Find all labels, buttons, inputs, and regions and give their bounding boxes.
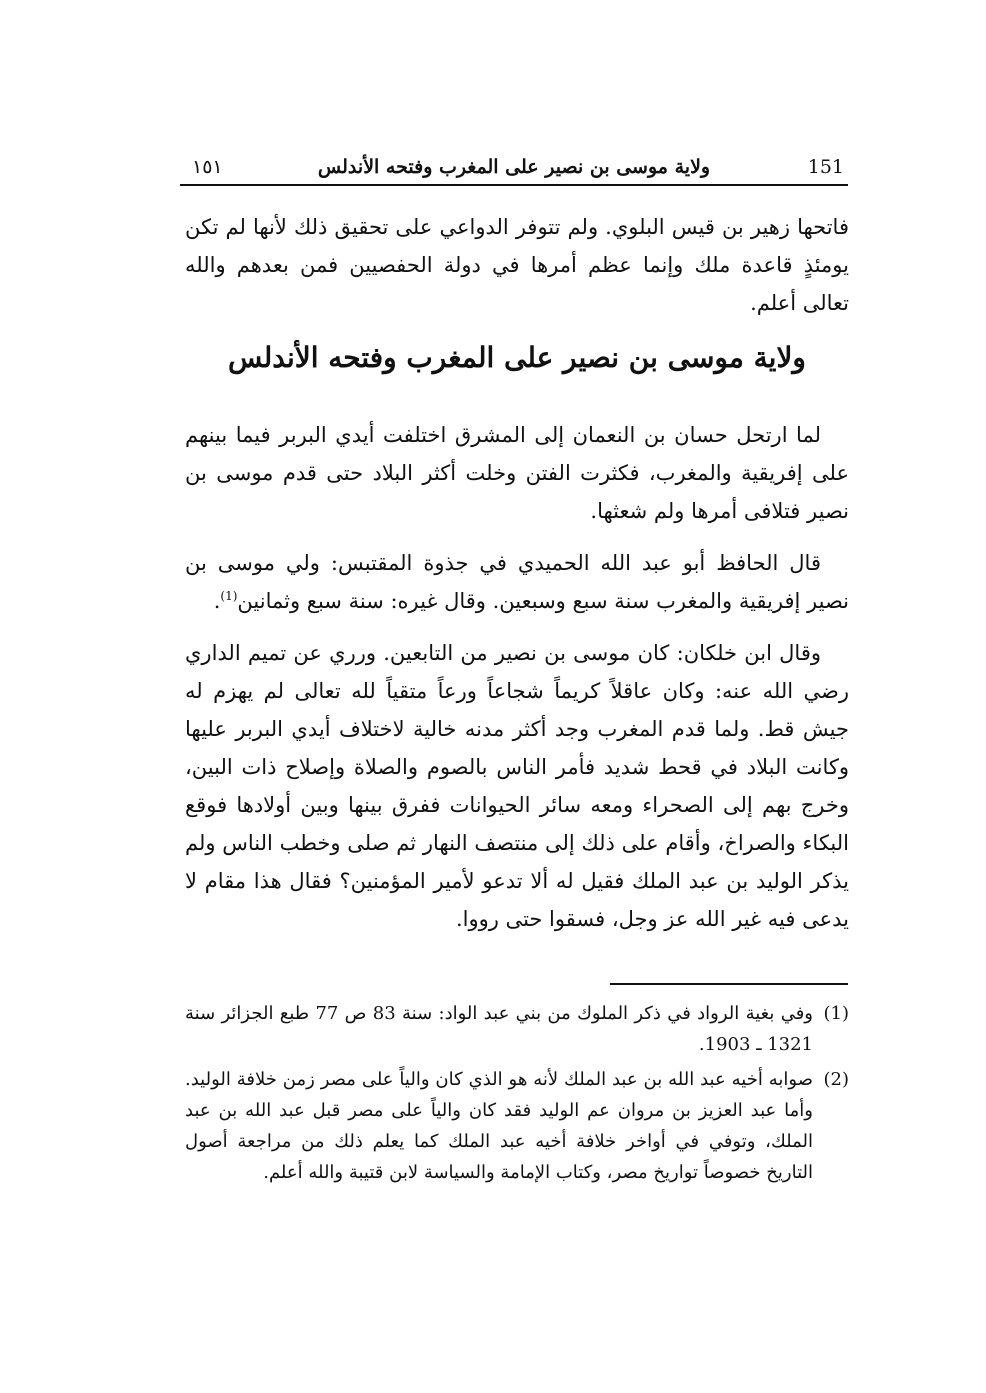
footnote-1 (185, 998, 849, 1060)
section-title: ولاية موسى بن نصير على المغرب وفتحه الأندلس (228, 341, 806, 374)
footnote-ref-1: (1) (220, 589, 238, 603)
footnote-marker: (1) (823, 1003, 849, 1024)
page-number-western: 151 (807, 156, 844, 178)
footnote-marker: (2) (823, 1069, 849, 1090)
footnote-separator (610, 983, 848, 985)
paragraph-2 (185, 544, 849, 620)
paragraph-2-text: قال الحافظ أبو عبد الله الحميدي في جذوة المقتبس: ولي موسى بن نصير إفريقية والمغرب سنة سبع وسبعين. وقال غيره: سنة سبع وثمانين (185, 551, 849, 613)
intro-paragraph-block (185, 208, 849, 322)
running-title: ولاية موسى بن نصير على المغرب وفتحه الأندلس (317, 156, 711, 178)
footnotes (185, 998, 849, 1192)
running-header (180, 150, 848, 186)
paragraph-1: لما ارتحل حسان بن النعمان إلى المشرق اختلفت أيدي البربر فيما بينهم على إفريقية والمغرب، فكثرت الفتن وخلت أكثر البلاد حتى قدم موسى بن نصير فتلافى أمرها ولم شعثها. (185, 423, 849, 523)
paragraph-2-end: . (213, 589, 221, 613)
body-text (185, 416, 849, 938)
footnote-text: وفي بغية الرواد في ذكر الملوك من بني عبد الواد: سنة 83 ص 77 طبع الجزائر سنة 1321 ـ 1903. (185, 1003, 813, 1055)
intro-paragraph: فاتحها زهير بن قيس البلوي. ولم تتوفر الدواعي على تحقيق ذلك لأنها لم تكن يومئذٍ قاعدة ملك وإنما عظم أمرها في دولة الحفصيين فمن بعدهم والله تعالى أعلم. (185, 215, 849, 315)
footnote-text: صوابه أخيه عبد الله بن عبد الملك لأنه هو الذي كان والياً على مصر زمن خلافة الوليد. وأما عبد العزيز بن مروان عم الوليد فقد كان والياً على مصر قبل عبد الله بن عبد الملك، وتوفي في أواخر خلافة أخيه عبد الملك كما يعلم ذلك من مراجعة أصول التاريخ خصوصاً تواريخ مصر، وكتاب الإمامة والسياسة لابن قتيبة والله أعلم. (185, 1069, 813, 1183)
page-number-arabic: ١٥١ (192, 156, 223, 178)
footnote-2 (185, 1064, 849, 1188)
paragraph-3: وقال ابن خلكان: كان موسى بن نصير من التابعين. ورري عن تميم الداري رضي الله عنه: وكان عاقلاً كريماً شجاعاً ورعاً متقياً لله تعالى لم يهزم له جيش قط. ولما قدم المغرب وجد أكثر مدنه خالية لاختلاف أيدي البربر عليها وكانت البلاد في قحط شديد فأمر الناس بالصوم والصلاة وإصلاح ذات البين، وخرج بهم إلى الصحراء ومعه سائر الحيوانات ففرق بينها وبين أولادها فوقع البكاء والصراخ، وأقام على ذلك إلى منتصف النهار ثم صلى وخطب الناس ولم يذكر الوليد بن عبد الملك فقيل له ألا تدعو لأمير المؤمنين؟ فقال هذا مقام لا يدعى فيه غير الله عز وجل، فسقوا حتى رووا. (185, 641, 849, 931)
